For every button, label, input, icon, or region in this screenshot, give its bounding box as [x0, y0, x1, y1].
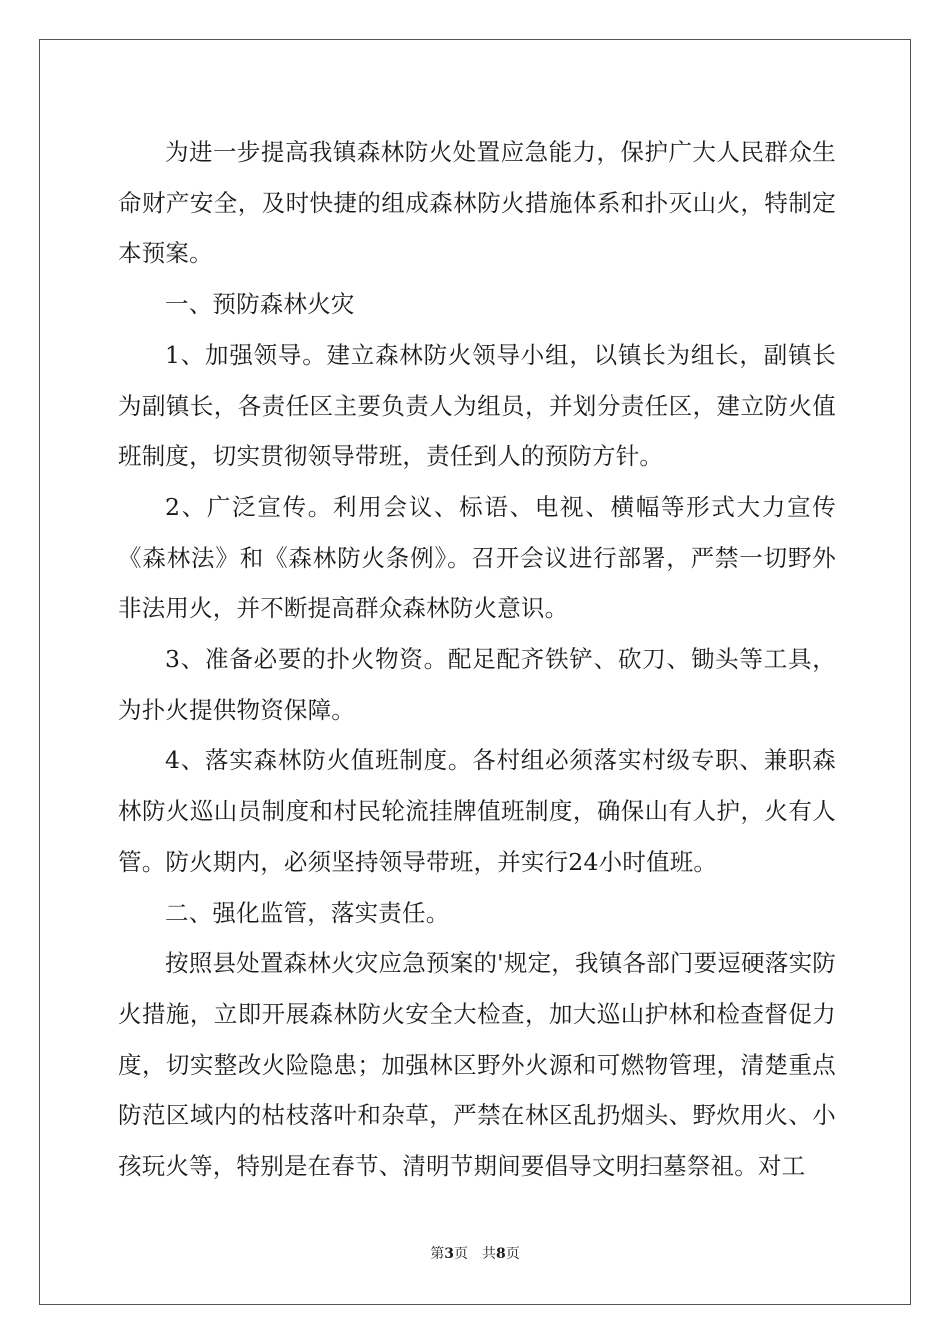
current-page-number: 3 [444, 1246, 454, 1262]
document-body [118, 127, 836, 1192]
paragraph-intro: 为进一步提高我镇森林防火处置应急能力，保护广大人民群众生命财产安全，及时快捷的组成森林防火措施体系和扑灭山火，特制定本预案。 [118, 138, 836, 268]
section-heading-supervision: 二、强化监管，落实责任。 [165, 898, 450, 927]
paragraph-duty-system: 4、落实森林防火值班制度。各村组必须落实村级专职、兼职森林防火巡山员制度和村民轮流挂牌值班制度，确保山有人护，火有人管。防火期内，必须坚持领导带班，并实行24小时值班。 [118, 746, 836, 876]
page-number-label: 第3页 [430, 1246, 468, 1262]
page-footer [0, 1243, 950, 1263]
total-pages-label: 共8页 [482, 1246, 520, 1262]
section-heading-prevention: 一、预防森林火灾 [165, 290, 355, 319]
total-page-count: 8 [496, 1246, 506, 1262]
paragraph-publicity: 2、广泛宣传。利用会议、标语、电视、横幅等形式大力宣传《森林法》和《森林防火条例》。召开会议进行部署，严禁一切野外非法用火，并不断提高群众森林防火意识。 [118, 492, 836, 623]
paragraph-implementation: 按照县处置森林火灾应急预案的'规定，我镇各部门要逗硬落实防火措施，立即开展森林防火安全大检查，加大巡山护林和检查督促力度，切实整改火险隐患；加强林区野外火源和可燃物管理，清楚重点防范区域内的枯枝落叶和杂草，严禁在林区乱扔烟头、野炊用火、小孩玩火等，特别是在春节、清明节期间要倡导文明扫墓祭祖。对工 [118, 949, 836, 1181]
paragraph-materials: 3、准备必要的扑火物资。配足配齐铁铲、砍刀、锄头等工具，为扑火提供物资保障。 [118, 645, 836, 724]
paragraph-leadership: 1、加强领导。建立森林防火领导小组，以镇长为组长，副镇长为副镇长，各责任区主要负责人为组员，并划分责任区，建立防火值班制度，切实贯彻领导带班，责任到人的预防方针。 [118, 340, 836, 471]
